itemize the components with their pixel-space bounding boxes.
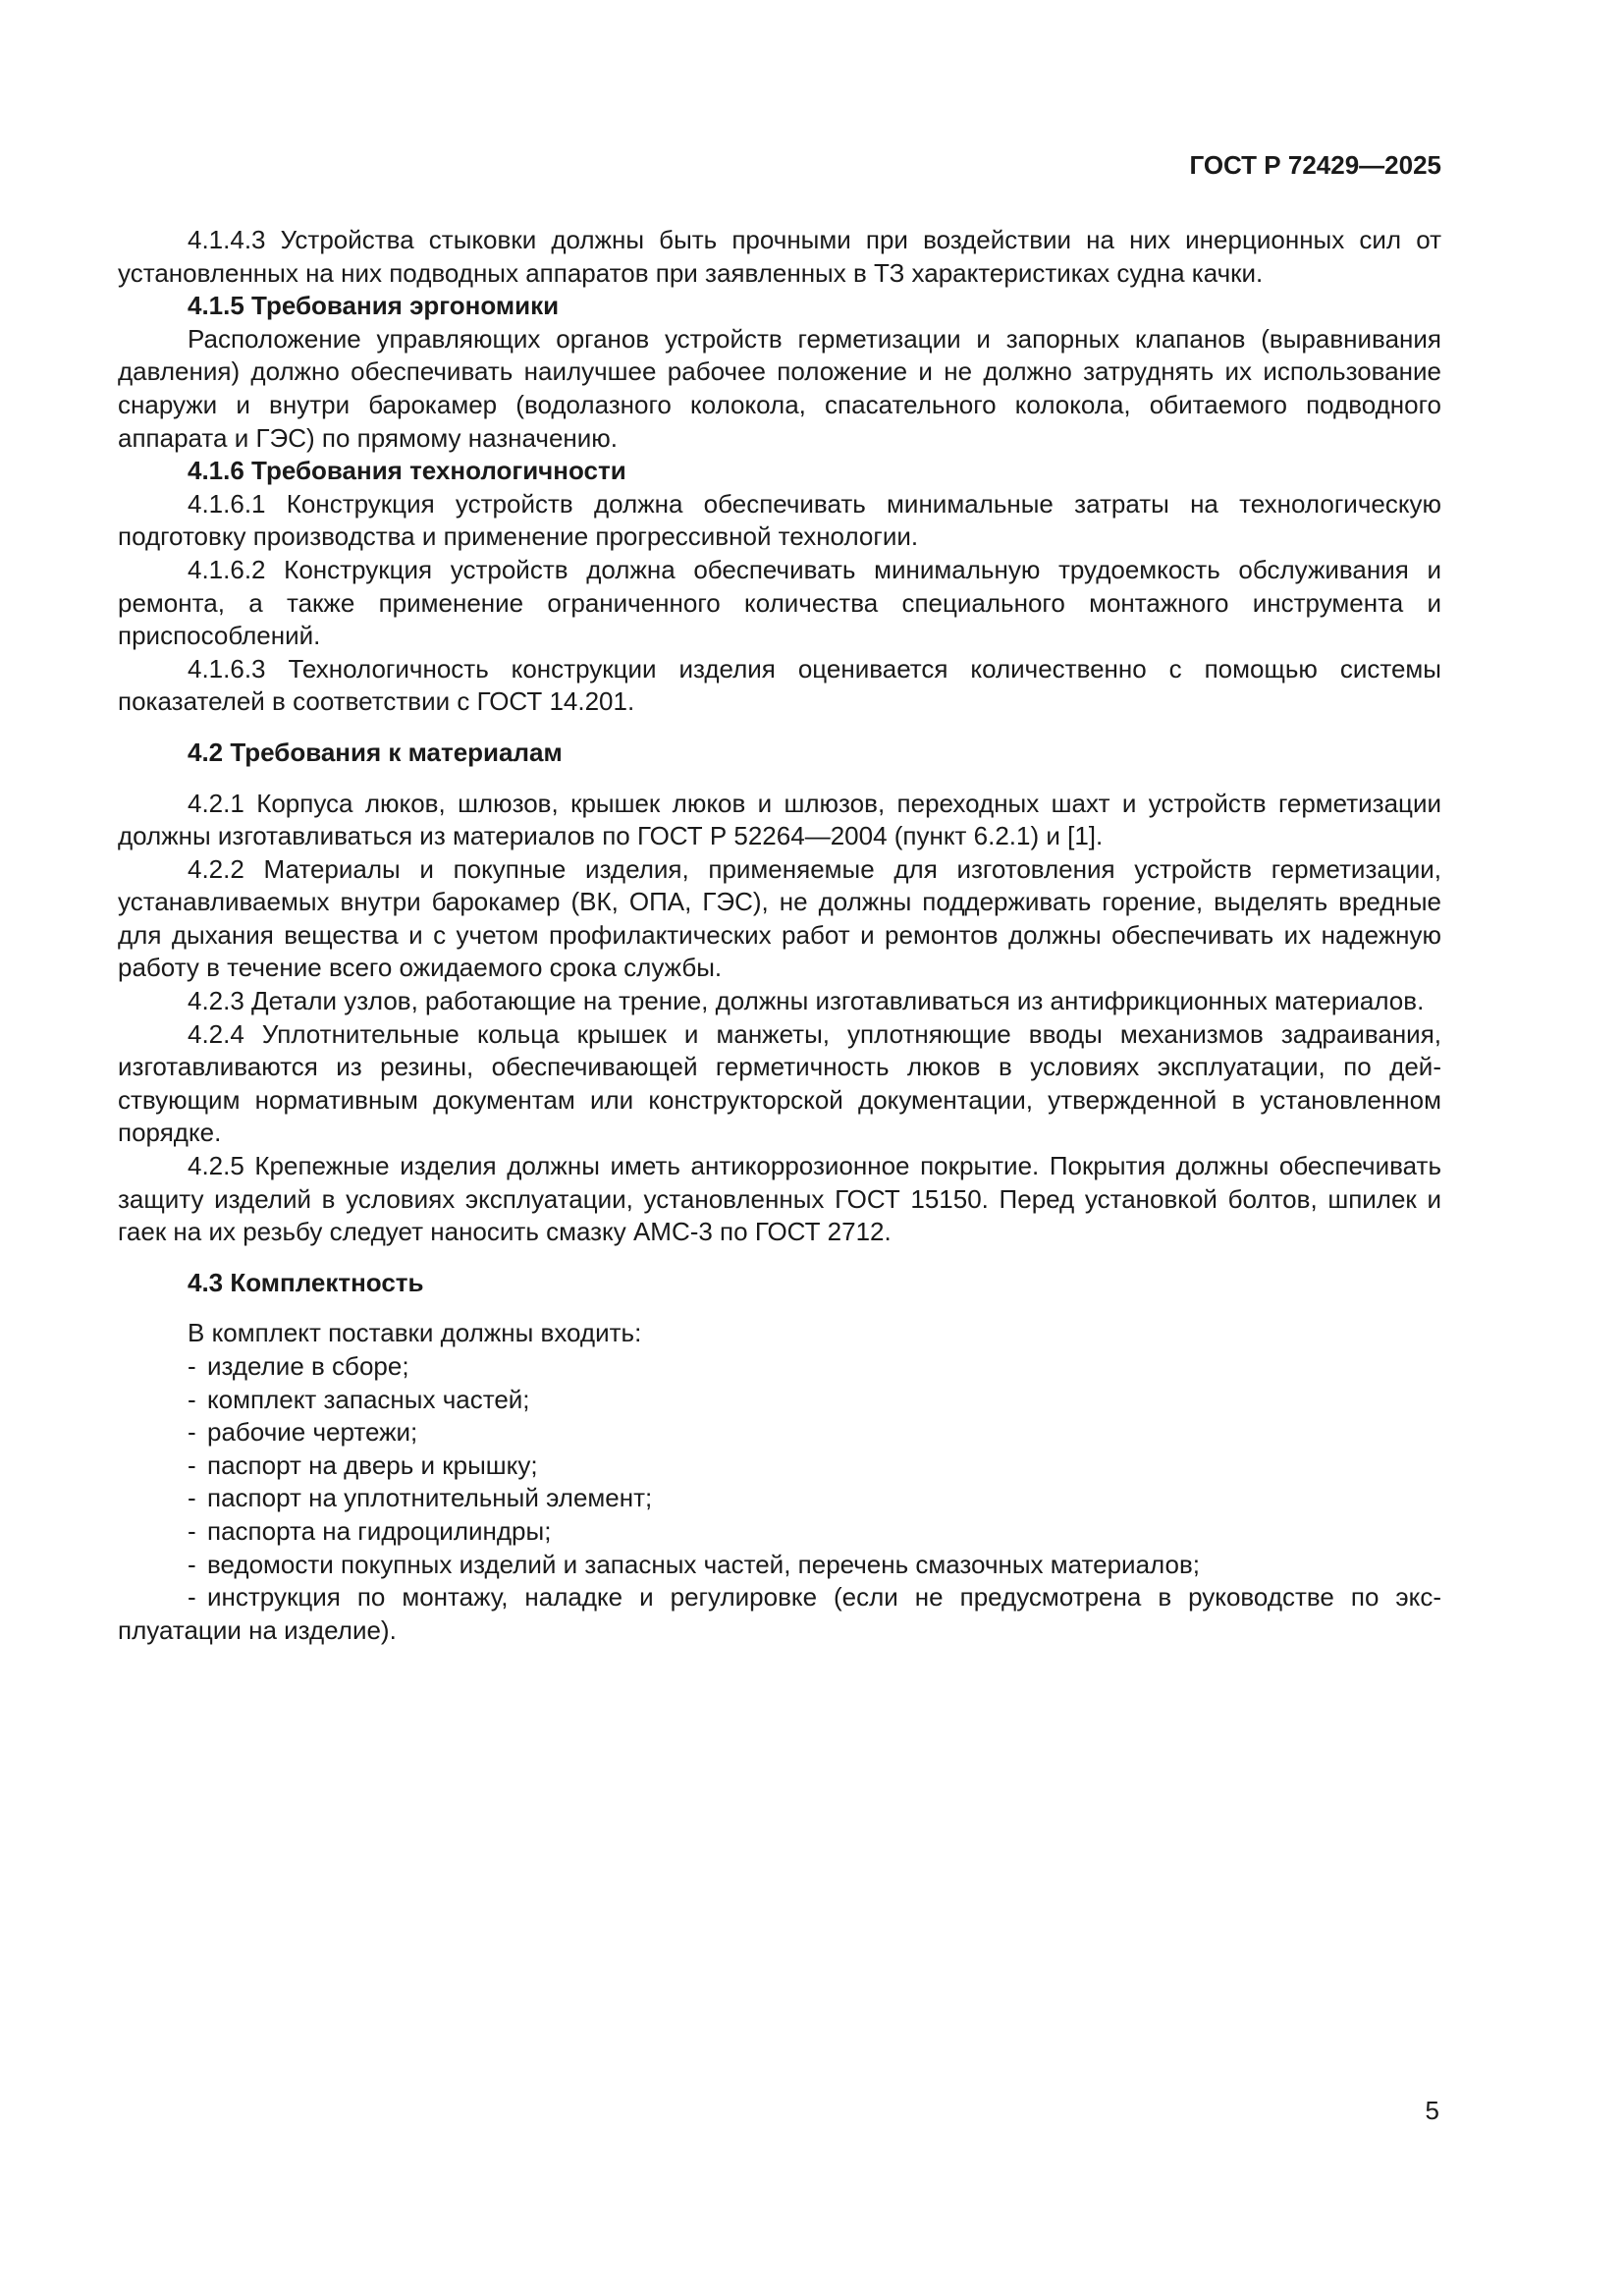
delivery-list [118, 1350, 1441, 1647]
list-dash: - [188, 1515, 196, 1546]
paragraph-4-2-4: 4.2.4 Уплотнительные кольца крышек и манжеты, уплотняющие вводы механизмов задраивания, изготавливаются из резины, обеспечивающей герметичность люков в условиях эксплуатации, по действующим нормативным документам или конструкторской документации, утвержденной в установленном порядке. [118, 1018, 1441, 1148]
list-dash: - [188, 1417, 196, 1448]
list-item [118, 1482, 1441, 1515]
heading-4-3: 4.3 Комплектность [188, 1267, 424, 1297]
list-dash: - [188, 1449, 196, 1480]
list-item-text: инструкция по монтажу, наладке и регулировке (если не предусмотрена в руководстве по эксплуатации на изделие). [118, 1582, 1441, 1645]
paragraph-4-1-6-3: 4.1.6.3 Технологичность конструкции изделия оценивается количественно с помощью системы показателей в соответствии с ГОСТ 14.201. [118, 653, 1441, 717]
page-number: 5 [1425, 2096, 1439, 2125]
paragraph-4-2-2: 4.2.2 Материалы и покупные изделия, применяемые для изготовления устройств герметизации, устанавливаемых внутри барокамер (ВК, ОПА, ГЭС), не должны поддерживать горение, выделять вредные для дыхания вещества и с учетом профилактических работ и ремонтов должны обеспечивать их надежную работу в течение всего ожидаемого срока службы. [118, 853, 1441, 983]
list-dash: - [188, 1549, 196, 1579]
heading-4-1-5: 4.1.5 Требования эргономики [188, 291, 560, 321]
list-item [118, 1384, 1441, 1417]
list-item-text: изделие в сборе; [207, 1351, 409, 1381]
list-item-text: паспорта на гидроцилиндры; [207, 1515, 552, 1546]
heading-4-1-6: 4.1.6 Требования технологичности [188, 456, 626, 486]
paragraph-4-2-5: 4.2.5 Крепежные изделия должны иметь антикоррозионное покрытие. Покрытия должны обеспечивать защиту изделий в условиях эксплуатации, установленных ГОСТ 15150. Перед установкой болтов, шпилек и гаек на их резьбу следует наносить смазку АМС-3 по ГОСТ 2712. [118, 1151, 1441, 1247]
list-dash: - [188, 1384, 196, 1414]
list-item [118, 1515, 1441, 1549]
document-body [118, 224, 1441, 1647]
list-dash: - [188, 1351, 196, 1381]
paragraph-4-3-intro: В комплект поставки должны входить: [188, 1318, 642, 1348]
paragraph-4-2-1: 4.2.1 Корпуса люков, шлюзов, крышек люков и шлюзов, переходных шахт и устройств герметизации должны изготавливаться из материалов по ГОСТ Р 52264—2004 (пункт 6.2.1) и [1]. [118, 788, 1441, 851]
paragraph-4-2-3: 4.2.3 Детали узлов, работающие на трение, должны изготавливаться из антифрикционных материалов. [188, 986, 1425, 1016]
list-item-text: ведомости покупных изделий и запасных частей, перечень смазочных материалов; [207, 1549, 1201, 1579]
paragraph-4-1-6-1: 4.1.6.1 Конструкция устройств должна обеспечивать минимальные затраты на технологическую подготовку производства и применение прогрессивной технологии. [118, 488, 1441, 552]
list-item-text: рабочие чертежи; [207, 1417, 418, 1448]
document-number-header: ГОСТ Р 72429—2025 [1189, 150, 1441, 180]
list-item [118, 1549, 1441, 1582]
paragraph-4-1-5: Расположение управляющих органов устройств герметизации и запорных клапанов (выравнивания давления) должно обеспечивать наилучшее рабочее положение и не должно затруднять их использование снаружи и внутри барокамер (водолазного колокола, спасательного колокола, обитаемого подводного аппарата и ГЭС) по прямому назначению. [118, 323, 1441, 453]
list-dash: - [188, 1582, 196, 1613]
paragraph-4-1-4-3: 4.1.4.3 Устройства стыковки должны быть прочными при воздействии на них инерционных сил от установленных на них подводных аппаратов при заявленных в ТЗ характеристиках судна качки. [118, 225, 1441, 288]
list-item-text: паспорт на уплотнительный элемент; [207, 1483, 653, 1513]
list-item [118, 1416, 1441, 1449]
list-item [118, 1449, 1441, 1483]
heading-4-2: 4.2 Требования к материалам [188, 737, 563, 767]
list-item [118, 1581, 1441, 1647]
list-item-text: паспорт на дверь и крышку; [207, 1449, 538, 1480]
paragraph-4-1-6-2: 4.1.6.2 Конструкция устройств должна обеспечивать минимальную трудоемкость обслуживания и ремонта, а также применение ограниченного количества специального монтажного инструмента и приспособлений. [118, 554, 1441, 651]
list-item [118, 1350, 1441, 1384]
list-dash: - [188, 1483, 196, 1513]
list-item-text: комплект запасных частей; [207, 1384, 530, 1414]
